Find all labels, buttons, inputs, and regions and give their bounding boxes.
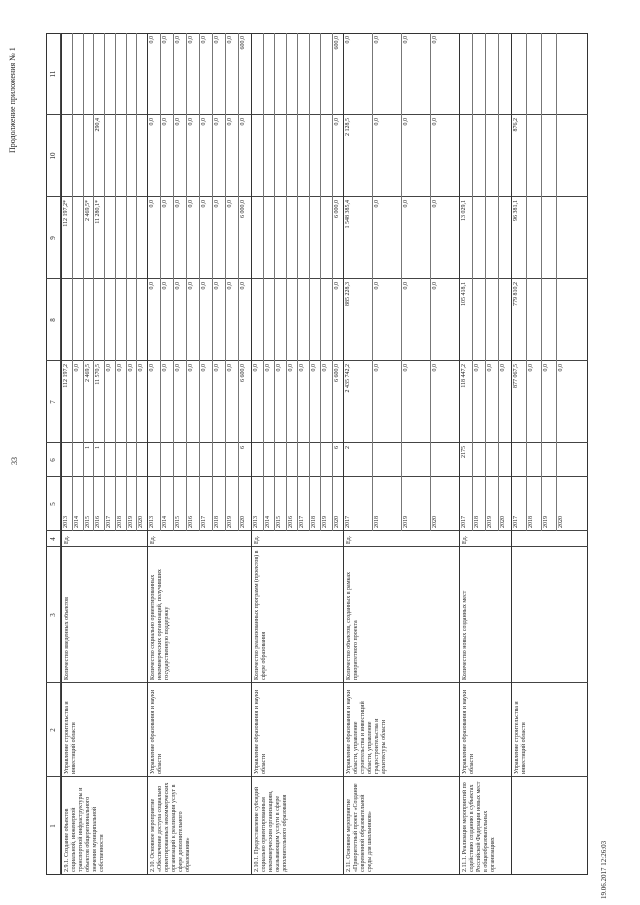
value-cell: 0,0 — [106, 364, 112, 372]
year-divider — [372, 33, 373, 531]
value-cell: 0,0 — [403, 364, 409, 372]
value-cell: 112 197,2 — [63, 364, 69, 388]
unit-of-measure: Ед. — [462, 535, 468, 544]
value-cell: 0,0 — [201, 200, 207, 208]
year-cell: 2019 — [322, 516, 328, 528]
year-cell: 2017 — [513, 516, 519, 528]
value-cell: 0,0 — [403, 200, 409, 208]
value-cell: 0,0 — [201, 364, 207, 372]
value-cell: 2 128,5 — [345, 118, 351, 136]
value-cell: 876,2 — [513, 118, 519, 132]
value-cell: 0,0 — [432, 118, 438, 126]
indicator-name: Количество новых созданных мест — [462, 590, 468, 680]
responsible-executor: Управление образования и науки области, управление строительства и инвестиций области, управление градостроительства и архитектуры области — [346, 689, 387, 774]
year-cell: 2019 — [487, 516, 493, 528]
column-header: 11 — [49, 70, 57, 78]
value-cell: 0,0 — [149, 118, 155, 126]
value-cell: 0,0 — [528, 364, 534, 372]
value-cell: 0,0 — [310, 364, 317, 372]
value-cell: 0,0 — [162, 200, 168, 208]
data-table — [46, 33, 588, 875]
value-cell: 0,0 — [188, 200, 194, 208]
column-header: 2 — [49, 728, 57, 732]
value-cell: 0,0 — [487, 364, 493, 372]
responsible-executor: Управление строительства и инвестиций области — [64, 701, 77, 774]
value-cell: 885 228,3 — [345, 282, 351, 306]
year-cell: 2014 — [162, 516, 168, 528]
year-cell: 2019 — [403, 516, 409, 528]
year-cell: 2015 — [276, 516, 282, 528]
value-cell: 0,0 — [374, 36, 380, 44]
column-header: 4 — [49, 537, 57, 541]
year-cell: 2020 — [333, 516, 340, 528]
value-cell: 0,0 — [162, 118, 168, 126]
value-cell: 13 029,1 — [461, 200, 467, 221]
value-cell: 0,0 — [227, 118, 233, 126]
value-cell: 0,0 — [333, 282, 340, 290]
indicator-name: Количество введенных объектов — [64, 596, 70, 680]
year-divider — [556, 33, 557, 531]
value-cell: 0,0 — [175, 282, 181, 290]
year-divider — [541, 33, 542, 531]
value-cell: 0,0 — [345, 36, 351, 44]
value-cell: 0,0 — [240, 118, 246, 126]
value-cell: 2 435 742,2 — [345, 364, 351, 393]
year-cell: 2018 — [116, 516, 123, 528]
year-cell: 2020 — [432, 516, 438, 528]
value-cell: 600,0 — [240, 36, 246, 50]
year-divider — [212, 33, 213, 531]
year-cell: 2013 — [253, 516, 259, 528]
responsible-executor: Управление строительства и инвестиций области — [514, 701, 527, 774]
year-divider — [173, 33, 174, 531]
value-cell: 2 469,5 — [84, 364, 91, 382]
value-cell: 6 600,0 — [333, 364, 340, 382]
year-cell: 2016 — [287, 516, 294, 528]
value-cell: 0,0 — [374, 364, 380, 372]
value-cell: 0,0 — [299, 364, 305, 372]
value-cell: 0,0 — [227, 282, 233, 290]
column-header: 6 — [49, 458, 57, 462]
value-cell: 0,0 — [175, 200, 181, 208]
measure-name: 2.11.1. Реализация мероприятий по содействию созданию в субъектах Российской Федерации новых мест в общеобразовательных организациях — [462, 781, 496, 872]
value-cell: 105 418,1 — [461, 282, 467, 306]
value-cell: 877 067,5 — [513, 364, 519, 388]
column-header: 5 — [49, 502, 57, 506]
year-cell: 2018 — [214, 516, 220, 528]
year-divider — [263, 33, 264, 531]
value-cell: 0,0 — [322, 364, 328, 372]
unit-of-measure: Ед. — [254, 535, 260, 544]
year-divider — [104, 33, 105, 531]
year-cell: 2017 — [461, 516, 467, 528]
value-cell: 0,0 — [175, 364, 181, 372]
year-divider — [83, 33, 84, 531]
value-cell: 6 000,0 — [333, 200, 340, 218]
value-cell: 0,0 — [149, 200, 155, 208]
year-divider — [309, 33, 310, 531]
value-cell: 0,0 — [227, 364, 233, 372]
value-cell: 0,0 — [214, 200, 220, 208]
responsible-executor: Управление образования и науки области — [150, 689, 163, 774]
value-cell: 600,0 — [333, 36, 340, 50]
value-cell: 0,0 — [432, 282, 438, 290]
year-divider — [274, 33, 275, 531]
value-cell: 0,0 — [543, 364, 549, 372]
value-cell: 0,0 — [188, 282, 194, 290]
measure-name: 2.10. Основное мероприятие «Обеспечение доступа социально ориентированных некоммерческих организаций к реализации услуг в сфере дополнительного образования» — [150, 782, 191, 872]
year-cell: 2013 — [149, 516, 155, 528]
value-cell: 779 810,2 — [513, 282, 519, 306]
year-divider — [225, 33, 226, 531]
value-cell: 118 447,2 — [461, 364, 467, 388]
value-cell: 11 280,1* — [95, 200, 102, 224]
value-cell: 0,0 — [175, 36, 181, 44]
value-cell: 1 — [84, 446, 91, 449]
indicator-name: Количество социально ориентированных некоммерческих организаций, получивших государственную поддержку — [150, 569, 170, 680]
column-header: 8 — [49, 318, 57, 322]
value-cell: 0,0 — [558, 364, 564, 372]
year-cell: 2016 — [95, 516, 102, 528]
value-cell: 0,0 — [500, 364, 506, 372]
year-cell: 2020 — [558, 516, 564, 528]
value-cell: 0,0 — [201, 282, 207, 290]
year-cell: 2017 — [345, 516, 351, 528]
value-cell: 0,0 — [432, 364, 438, 372]
unit-of-measure: Ед. — [64, 535, 70, 544]
value-cell: 0,0 — [188, 118, 194, 126]
year-cell: 2017 — [106, 516, 112, 528]
value-cell: 0,0 — [432, 200, 438, 208]
column-header: 7 — [49, 400, 57, 404]
value-cell: 0,0 — [149, 364, 155, 372]
value-cell: 2 — [345, 446, 351, 449]
year-divider — [72, 33, 73, 531]
value-cell: 0,0 — [214, 364, 220, 372]
value-cell: 6 000,0 — [240, 200, 246, 218]
measure-name: 2.11. Основное мероприятие «Приоритетный проект «Создание современной образовательной среды для школьников» — [346, 783, 373, 872]
responsible-executor: Управление образования и науки области — [254, 689, 267, 774]
value-cell: 0,0 — [149, 282, 155, 290]
value-cell: 0,0 — [374, 282, 380, 290]
year-divider — [160, 33, 161, 531]
value-cell: 1 — [95, 446, 102, 449]
measure-name: 2.10.1. Предоставление субсидий социально ориентированным некоммерческим организациям, оказывающим услуги в сфере дополнительного образования — [254, 786, 288, 872]
value-cell: 0,0 — [227, 36, 233, 44]
value-cell: 0,0 — [227, 200, 233, 208]
value-cell: 2 469,5* — [84, 200, 91, 221]
value-cell: 0,0 — [149, 36, 155, 44]
column-header: 10 — [49, 152, 57, 160]
indicator-name: Количество объектов, созданных в рамках приоритетного проекта — [346, 572, 359, 680]
value-cell: 0,0 — [188, 364, 194, 372]
value-cell: 0,0 — [188, 36, 194, 44]
value-cell: 0,0 — [403, 118, 409, 126]
column-header: 1 — [49, 824, 57, 828]
column-header: 3 — [49, 613, 57, 617]
year-divider — [297, 33, 298, 531]
value-cell: 0,0 — [138, 364, 145, 372]
value-cell: 11 570,5 — [95, 364, 102, 385]
year-cell: 2017 — [299, 516, 305, 528]
value-cell: 0,0 — [403, 36, 409, 44]
value-cell: 0,0 — [374, 200, 380, 208]
value-cell: 0,0 — [73, 364, 80, 372]
year-divider — [498, 33, 499, 531]
value-cell: 0,0 — [264, 364, 271, 372]
indicator-name: Количество реализованных программ (проектов) в сфере образования — [254, 550, 267, 680]
responsible-executor: Управление образования и науки области — [462, 689, 475, 774]
value-cell: 0,0 — [374, 118, 380, 126]
value-cell: 0,0 — [333, 118, 340, 126]
value-cell: 290,4 — [95, 118, 102, 132]
year-divider — [485, 33, 486, 531]
value-cell: 0,0 — [253, 364, 259, 372]
value-cell: 0,0 — [175, 118, 181, 126]
year-divider — [286, 33, 287, 531]
value-cell: 0,0 — [201, 118, 207, 126]
year-cell: 2016 — [188, 516, 194, 528]
year-cell: 2020 — [240, 516, 246, 528]
year-cell: 2017 — [201, 516, 207, 528]
value-cell: 0,0 — [127, 364, 134, 372]
value-cell: 0,0 — [201, 36, 207, 44]
year-cell: 2013 — [63, 516, 69, 528]
value-cell: 0,0 — [162, 282, 168, 290]
year-divider — [526, 33, 527, 531]
year-cell: 2014 — [73, 516, 80, 528]
value-cell: 6 600,0 — [240, 364, 246, 382]
value-cell: 96 381,1 — [513, 200, 519, 221]
year-divider — [238, 33, 239, 531]
value-cell: 112 197,2* — [63, 200, 69, 227]
value-cell: 6 — [240, 446, 246, 449]
year-cell: 2018 — [528, 516, 534, 528]
year-cell: 2015 — [84, 516, 91, 528]
column-header: 9 — [49, 236, 57, 240]
value-cell: 0,0 — [432, 36, 438, 44]
year-divider — [199, 33, 200, 531]
year-divider — [126, 33, 127, 531]
footer-timestamp: 19.06.2017 12:26:03 — [600, 840, 608, 899]
value-cell: 0,0 — [240, 282, 246, 290]
value-cell: 0,0 — [214, 282, 220, 290]
value-cell: 0,0 — [162, 36, 168, 44]
unit-of-measure: Ед. — [150, 535, 156, 544]
year-divider — [136, 33, 137, 531]
value-cell: 0,0 — [403, 282, 409, 290]
continuation-label: Продолжение приложения № 1 — [8, 47, 17, 153]
year-cell: 2014 — [264, 516, 271, 528]
year-cell: 2020 — [138, 516, 145, 528]
value-cell: 0,0 — [287, 364, 294, 372]
year-divider — [332, 33, 333, 531]
unit-of-measure: Ед. — [346, 535, 352, 544]
value-cell: 0,0 — [214, 36, 220, 44]
value-cell: 1 548 385,4 — [345, 200, 351, 229]
year-divider — [401, 33, 402, 531]
year-divider — [93, 33, 94, 531]
page-number: 33 — [10, 457, 19, 465]
year-cell: 2020 — [500, 516, 506, 528]
value-cell: 2175 — [461, 446, 467, 458]
value-cell: 0,0 — [162, 364, 168, 372]
year-divider — [115, 33, 116, 531]
year-cell: 2018 — [374, 516, 380, 528]
value-cell: 0,0 — [276, 364, 282, 372]
value-cell: 6 — [333, 446, 340, 449]
year-cell: 2018 — [310, 516, 317, 528]
year-cell: 2018 — [474, 516, 480, 528]
year-divider — [472, 33, 473, 531]
value-cell: 0,0 — [116, 364, 123, 372]
value-cell: 0,0 — [474, 364, 480, 372]
year-divider — [430, 33, 431, 531]
year-cell: 2019 — [543, 516, 549, 528]
year-divider — [186, 33, 187, 531]
year-cell: 2019 — [227, 516, 233, 528]
year-cell: 2019 — [127, 516, 134, 528]
measure-name: 2.9.1. Создание объектов социальной, инженерной транспортной инфраструктуры и объектов общерегионального значения муниципальной собственности — [64, 787, 105, 872]
year-cell: 2015 — [175, 516, 181, 528]
value-cell: 0,0 — [214, 118, 220, 126]
year-divider — [320, 33, 321, 531]
